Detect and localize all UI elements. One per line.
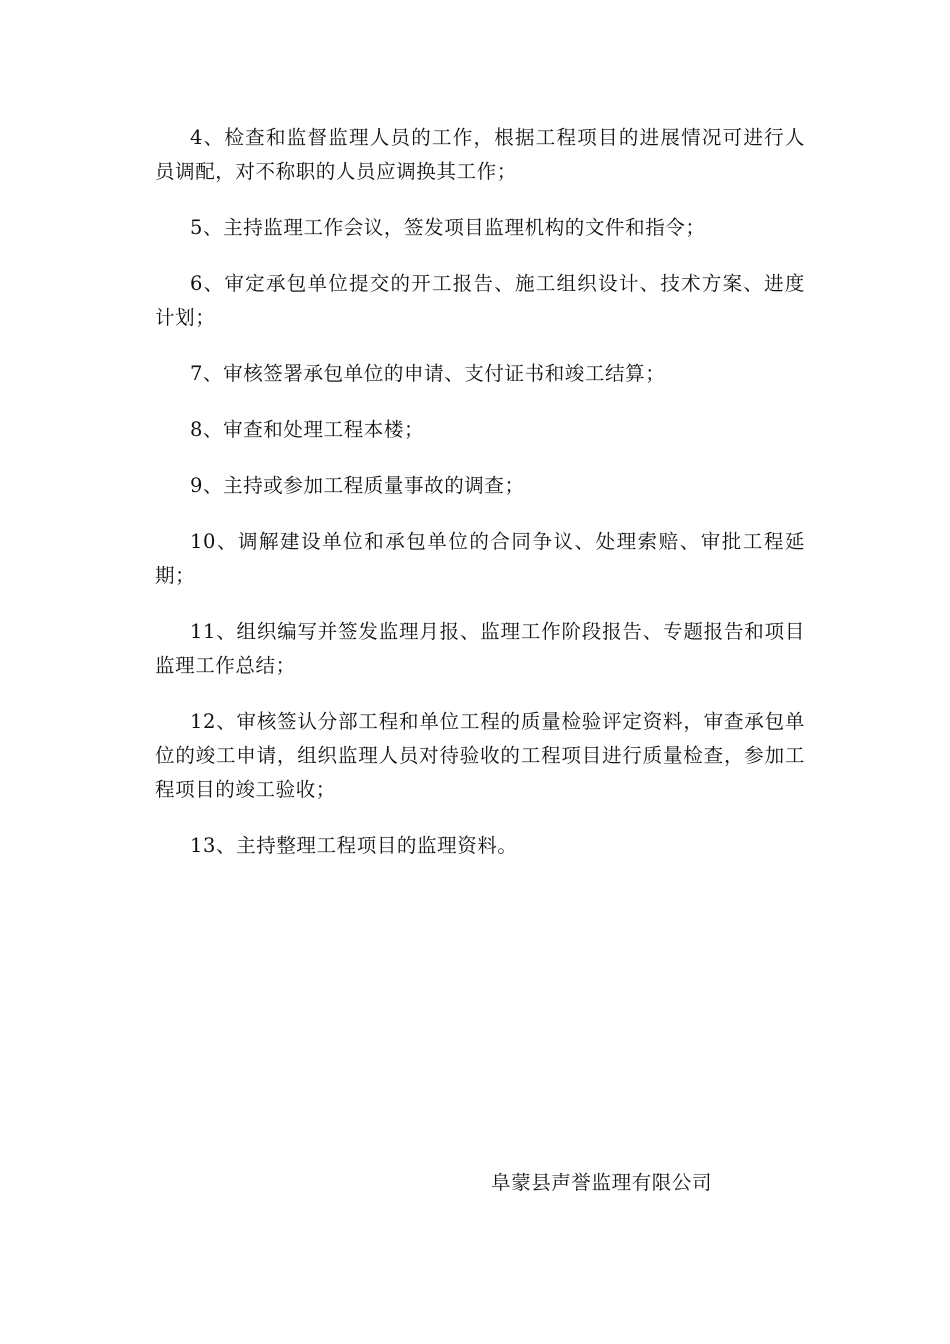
company-signature: 阜蒙县声誉监理有限公司 bbox=[491, 1171, 713, 1194]
duty-item-6: 6、审定承包单位提交的开工报告、施工组织设计、技术方案、进度计划； bbox=[155, 272, 805, 329]
duty-item-9: 9、主持或参加工程质量事故的调查； bbox=[190, 474, 525, 497]
duty-item-13: 13、主持整理工程项目的监理资料。 bbox=[190, 834, 518, 857]
duty-item-10: 10、调解建设单位和承包单位的合同争议、处理索赔、审批工程延期； bbox=[155, 530, 805, 587]
duty-item-8: 8、审查和处理工程本楼； bbox=[190, 418, 425, 441]
duty-item-4: 4、检查和监督监理人员的工作，根据工程项目的进展情况可进行人员调配，对不称职的人员应调换其工作； bbox=[155, 126, 805, 183]
duty-list bbox=[155, 121, 805, 885]
duty-item-12: 12、审核签认分部工程和单位工程的质量检验评定资料，审查承包单位的竣工申请，组织监理人员对待验收的工程项目进行质量检查，参加工程项目的竣工验收； bbox=[155, 710, 805, 801]
duty-item-7: 7、审核签署承包单位的申请、支付证书和竣工结算； bbox=[190, 362, 666, 385]
duty-item-5: 5、主持监理工作会议，签发项目监理机构的文件和指令； bbox=[190, 216, 706, 239]
duty-item-11: 11、组织编写并签发监理月报、监理工作阶段报告、专题报告和项目监理工作总结； bbox=[155, 620, 805, 677]
